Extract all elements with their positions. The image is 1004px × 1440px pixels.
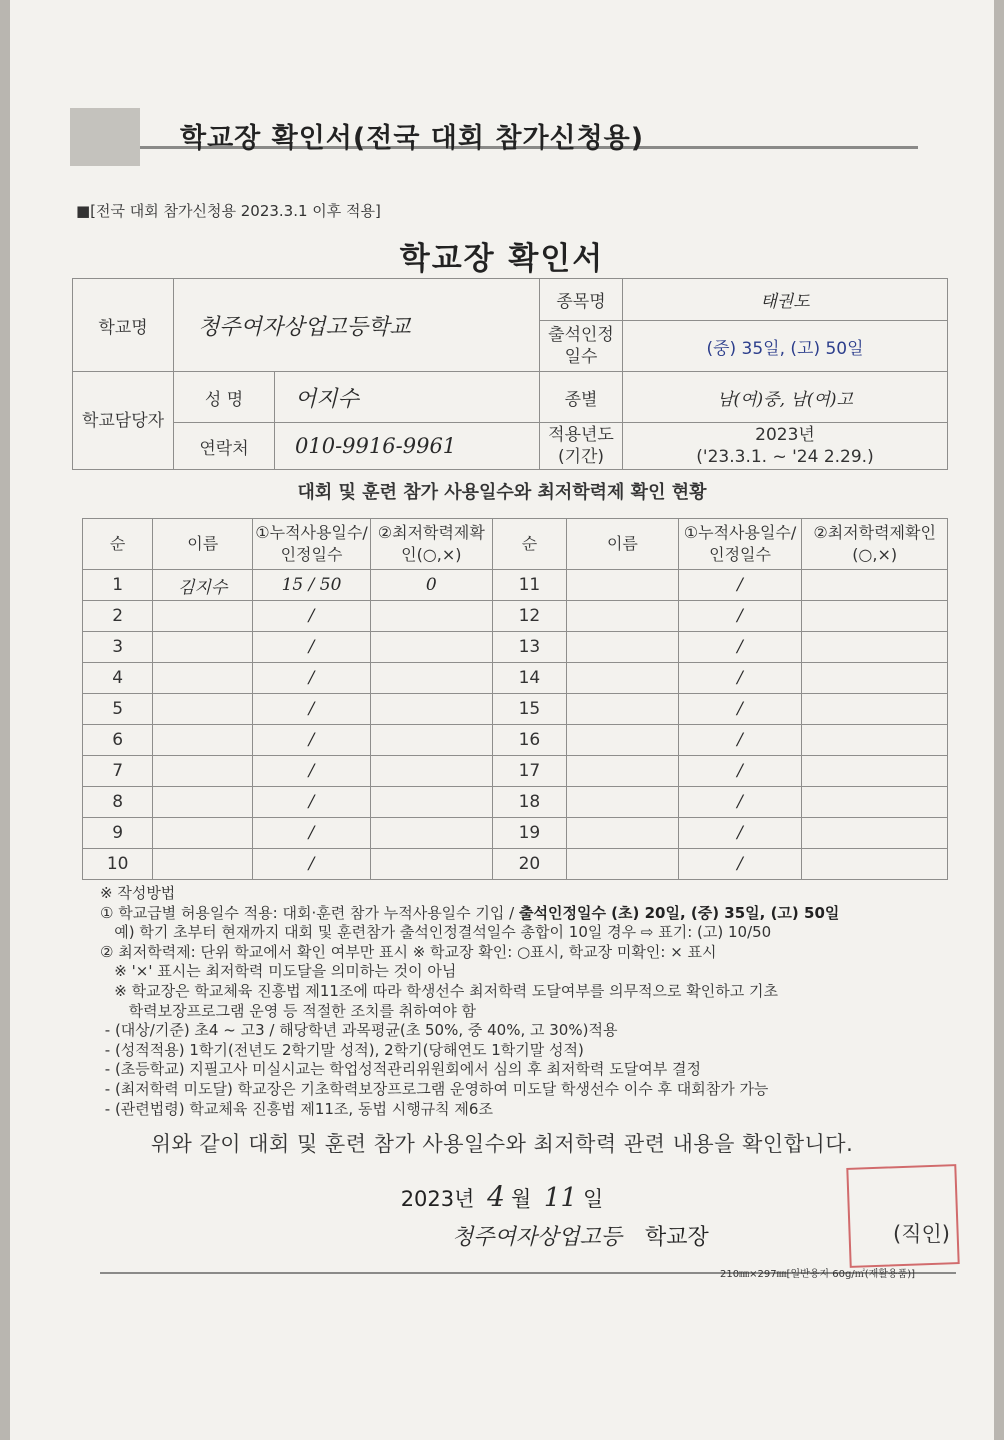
header-name-right: 이름 xyxy=(567,519,679,570)
row-days: / xyxy=(253,756,371,787)
row-days: / xyxy=(253,849,371,880)
principal-signature xyxy=(452,1220,709,1251)
row-no: 11 xyxy=(492,570,566,601)
row-days: / xyxy=(678,601,802,632)
row-no: 20 xyxy=(492,849,566,880)
row-no: 17 xyxy=(492,756,566,787)
row-days: / xyxy=(678,818,802,849)
row-days: / xyxy=(678,694,802,725)
notes-line5: ※ 학교장은 학교체육 진흥법 제11조에 따라 학생선수 최저학력 도달여부를 의무적으로 확인하고 기초 xyxy=(100,981,779,1000)
row-name xyxy=(567,663,679,694)
table-row xyxy=(83,570,948,601)
row-no: 19 xyxy=(492,818,566,849)
date-year: 2023년 xyxy=(400,1187,475,1211)
header-decoration-block xyxy=(70,108,140,166)
row-academic: 0 xyxy=(370,570,492,601)
date-day: 11 xyxy=(543,1183,578,1213)
row-no: 18 xyxy=(492,787,566,818)
row-no: 16 xyxy=(492,725,566,756)
table-row xyxy=(83,725,948,756)
table-row xyxy=(83,787,948,818)
row-days: / xyxy=(253,601,371,632)
notes-line2: 예) 학기 초부터 현재까지 대회 및 훈련참가 출석인정결석일수 총합이 10일 경우 ⇨ 표기: (고) 10/50 xyxy=(100,923,772,942)
name-label: 성 명 xyxy=(174,372,275,423)
contact-label: 연락처 xyxy=(174,423,275,470)
row-days: / xyxy=(678,787,802,818)
info-table xyxy=(72,278,948,470)
row-academic xyxy=(370,663,492,694)
notes-line11: - (관련법령) 학교체육 진흥법 제11조, 동법 시행규칙 제6조 xyxy=(100,1099,493,1118)
row-days: / xyxy=(678,663,802,694)
row-name xyxy=(153,601,253,632)
table-row xyxy=(83,818,948,849)
attendance-label: 출석인정일수 xyxy=(540,321,623,372)
row-name xyxy=(153,818,253,849)
row-days: / xyxy=(678,570,802,601)
school-value: 청주여자상업고등학교 xyxy=(174,279,540,372)
row-name xyxy=(153,632,253,663)
row-academic xyxy=(802,849,948,880)
row-academic xyxy=(370,849,492,880)
row-academic xyxy=(802,663,948,694)
row-days: / xyxy=(253,663,371,694)
row-no: 8 xyxy=(83,787,153,818)
row-no: 7 xyxy=(83,756,153,787)
row-name xyxy=(567,570,679,601)
header-academic-left: ②최저학력제확인(○,×) xyxy=(370,519,492,570)
date-month-unit: 월 xyxy=(510,1187,532,1211)
header-days-left: ①누적사용일수/인정일수 xyxy=(253,519,371,570)
row-no: 4 xyxy=(83,663,153,694)
section-title: 대회 및 훈련 참가 사용일수와 최저학력제 확인 현황 xyxy=(297,482,707,503)
notes-line9: - (초등학교) 지필고사 미실시교는 학업성적관리위원회에서 심의 후 최저학력 도달여부 결정 xyxy=(100,1060,701,1079)
row-name xyxy=(153,849,253,880)
row-days: / xyxy=(253,632,371,663)
year-value: 2023년 xyxy=(755,425,815,445)
row-academic xyxy=(802,570,948,601)
form-subnote: ■[전국 대회 참가신청용 2023.3.1 이후 적용] xyxy=(76,202,381,220)
row-no: 3 xyxy=(83,632,153,663)
row-academic xyxy=(370,725,492,756)
row-no: 1 xyxy=(83,570,153,601)
row-name xyxy=(567,849,679,880)
row-days: / xyxy=(678,756,802,787)
table-row xyxy=(83,663,948,694)
row-name xyxy=(567,787,679,818)
row-academic xyxy=(370,694,492,725)
row-academic xyxy=(370,818,492,849)
header-no-left: 순 xyxy=(83,519,153,570)
row-no: 10 xyxy=(83,849,153,880)
form-title: 학교장 확인서(전국 대회 참가신청용) xyxy=(180,123,645,154)
header-days-right: ①누적사용일수/인정일수 xyxy=(678,519,802,570)
row-name xyxy=(153,756,253,787)
attendance-value: (중) 35일, (고) 50일 xyxy=(623,321,948,372)
notes-line10: - (최저학력 미도달) 학교장은 기초학력보장프로그램 운영하여 미도달 학생선수 이수 후 대회참가 가능 xyxy=(100,1079,769,1098)
notes-heading: ※ 작성방법 xyxy=(100,884,176,902)
row-days: / xyxy=(678,632,802,663)
row-name xyxy=(567,818,679,849)
row-academic xyxy=(370,787,492,818)
row-academic xyxy=(802,601,948,632)
row-academic xyxy=(802,818,948,849)
instructions xyxy=(100,884,839,1119)
school-label: 학교명 xyxy=(73,279,174,372)
row-name: 김지수 xyxy=(153,570,253,601)
row-name xyxy=(153,787,253,818)
row-academic xyxy=(370,601,492,632)
notes-line3: ② 최저학력제: 단위 학교에서 확인 여부만 표시 ※ 학교장 확인: ○표시, 학교장 미확인: × 표시 xyxy=(100,942,717,961)
table-row xyxy=(83,632,948,663)
notes-line6: 학력보장프로그램 운영 등 적절한 조치를 취하여야 함 xyxy=(100,1001,476,1020)
document-title: 학교장 확인서 xyxy=(399,241,605,277)
contact-value: 010-9916-9961 xyxy=(275,423,540,470)
sport-label: 종목명 xyxy=(540,279,623,321)
row-name xyxy=(153,663,253,694)
date-day-unit: 일 xyxy=(583,1187,604,1211)
row-days: 15 / 50 xyxy=(253,570,371,601)
notes-line1b: 출석인정일수 (초) 20일, (중) 35일, (고) 50일 xyxy=(519,903,840,922)
table-row xyxy=(83,694,948,725)
name-value: 어지수 xyxy=(275,372,540,423)
table-row xyxy=(83,601,948,632)
paper-spec: 210㎜×297㎜[일반용지 60g/㎡(재활용품)] xyxy=(720,1269,916,1280)
row-no: 13 xyxy=(492,632,566,663)
confirmation-statement: 위와 같이 대회 및 훈련 참가 사용일수와 최저학력 관련 내용을 확인합니다. xyxy=(150,1132,854,1156)
gender-label: 종별 xyxy=(540,372,623,423)
table-row xyxy=(83,849,948,880)
row-no: 12 xyxy=(492,601,566,632)
usage-table xyxy=(82,518,948,880)
official-seal-stamp xyxy=(846,1164,959,1268)
row-name xyxy=(153,694,253,725)
row-academic xyxy=(802,787,948,818)
notes-line4: ※ '×' 표시는 최저학력 미도달을 의미하는 것이 아님 xyxy=(100,962,457,981)
sport-value: 태권도 xyxy=(623,279,948,321)
header-academic-right: ②최저학력제확인(○,×) xyxy=(802,519,948,570)
row-days: / xyxy=(253,725,371,756)
period-value: ('23.3.1. ~ '24 2.29.) xyxy=(696,447,874,467)
row-academic xyxy=(802,756,948,787)
row-no: 14 xyxy=(492,663,566,694)
seal-label: (직인) xyxy=(893,1222,950,1246)
row-name xyxy=(567,756,679,787)
row-no: 9 xyxy=(83,818,153,849)
signature-school: 청주여자상업고등 xyxy=(452,1225,623,1250)
row-days: / xyxy=(678,725,802,756)
row-no: 6 xyxy=(83,725,153,756)
row-name xyxy=(567,725,679,756)
row-academic xyxy=(370,756,492,787)
row-academic xyxy=(802,632,948,663)
notes-line8: - (성적적용) 1학기(전년도 2학기말 성적), 2학기(당해연도 1학기말 성적) xyxy=(100,1040,584,1059)
row-no: 15 xyxy=(492,694,566,725)
notes-line1a: ① 학교급별 허용일수 적용: 대회·훈련 참가 누적사용일수 기입 / xyxy=(100,903,519,922)
row-name xyxy=(567,632,679,663)
row-no: 5 xyxy=(83,694,153,725)
row-days: / xyxy=(678,849,802,880)
row-academic xyxy=(802,694,948,725)
year-label: 적용년도(기간) xyxy=(540,423,623,470)
row-name xyxy=(153,725,253,756)
manager-label: 학교담당자 xyxy=(73,372,174,470)
row-academic xyxy=(370,632,492,663)
row-days: / xyxy=(253,694,371,725)
date-month: 4 xyxy=(487,1180,505,1213)
row-no: 2 xyxy=(83,601,153,632)
notes-line7: - (대상/기준) 초4 ~ 고3 / 해당학년 과목평균(초 50%, 중 40%, 고 30%)적용 xyxy=(100,1021,618,1040)
header-name-left: 이름 xyxy=(153,519,253,570)
table-row xyxy=(83,756,948,787)
row-name xyxy=(567,694,679,725)
row-days: / xyxy=(253,787,371,818)
gender-value: 남(여)중, 남(여)고 xyxy=(623,372,948,423)
row-days: / xyxy=(253,818,371,849)
row-academic xyxy=(802,725,948,756)
signature-title: 학교장 xyxy=(645,1225,709,1250)
header-no-right: 순 xyxy=(492,519,566,570)
row-name xyxy=(567,601,679,632)
